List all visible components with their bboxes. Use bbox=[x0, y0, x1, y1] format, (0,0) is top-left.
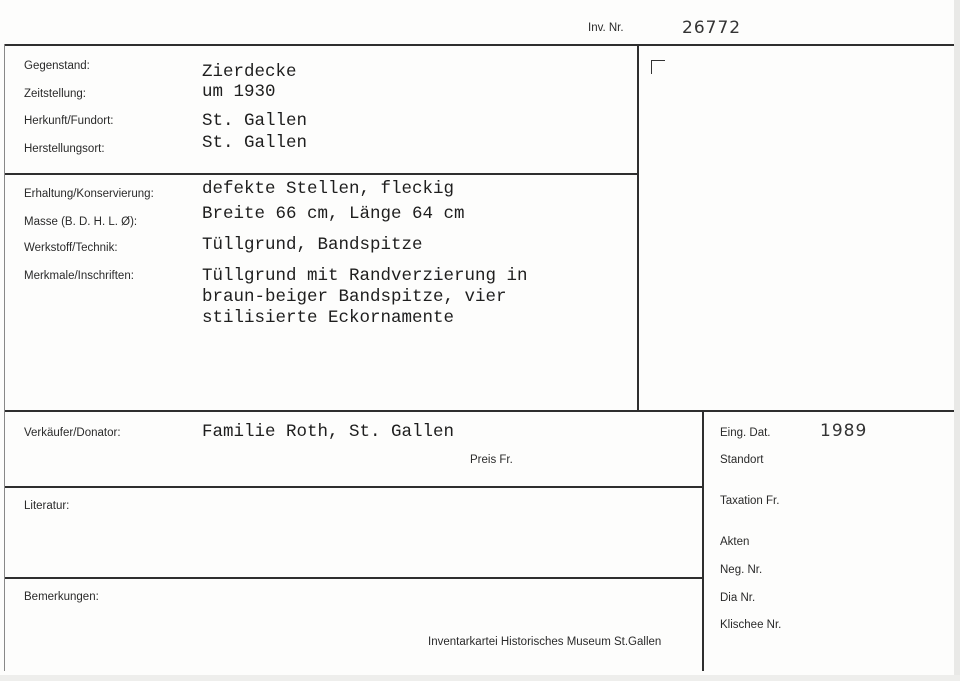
klischee-nr-label: Klischee Nr. bbox=[720, 619, 782, 631]
eing-dat-label: Eing. Dat. bbox=[720, 427, 771, 439]
erhaltung-value: defekte Stellen, fleckig bbox=[202, 179, 455, 199]
photo-corner-mark bbox=[651, 60, 665, 74]
divider-literatur bbox=[4, 577, 703, 579]
herstellungsort-label: Herstellungsort: bbox=[24, 143, 105, 155]
eing-dat-value: 1989 bbox=[820, 421, 868, 441]
footer-institution: Inventarkartei Historisches Museum St.Gallen bbox=[428, 636, 662, 648]
card-edge-right bbox=[954, 0, 960, 681]
herkunft-label: Herkunft/Fundort: bbox=[24, 115, 114, 127]
herkunft-value: St. Gallen bbox=[202, 111, 308, 131]
verkaeufer-value: Familie Roth, St. Gallen bbox=[202, 422, 455, 442]
herstellungsort-value: St. Gallen bbox=[202, 133, 308, 153]
divider-left bbox=[4, 44, 5, 671]
merkmale-line: braun-beiger Bandspitze, vier bbox=[202, 287, 507, 307]
dia-nr-label: Dia Nr. bbox=[720, 592, 756, 604]
divider-acquisition bbox=[4, 486, 703, 488]
merkmale-label: Merkmale/Inschriften: bbox=[24, 270, 134, 282]
divider-top bbox=[4, 44, 956, 46]
preis-label: Preis Fr. bbox=[470, 454, 513, 466]
divider-image-area bbox=[637, 44, 639, 411]
zeitstellung-value: um 1930 bbox=[202, 82, 276, 102]
literatur-label: Literatur: bbox=[24, 500, 70, 512]
masse-label: Masse (B. D. H. L. Ø): bbox=[24, 216, 138, 228]
merkmale-line: stilisierte Eckornamente bbox=[202, 308, 455, 328]
standort-label: Standort bbox=[720, 454, 764, 466]
zeitstellung-label: Zeitstellung: bbox=[24, 88, 87, 100]
masse-value: Breite 66 cm, Länge 64 cm bbox=[202, 204, 465, 224]
gegenstand-label: Gegenstand: bbox=[24, 60, 90, 72]
werkstoff-value: Tüllgrund, Bandspitze bbox=[202, 235, 423, 255]
taxation-label: Taxation Fr. bbox=[720, 495, 780, 507]
akten-label: Akten bbox=[720, 536, 750, 548]
erhaltung-label: Erhaltung/Konservierung: bbox=[24, 188, 154, 200]
verkaeufer-label: Verkäufer/Donator: bbox=[24, 427, 121, 439]
divider-sidebar bbox=[702, 410, 704, 671]
bemerkungen-label: Bemerkungen: bbox=[24, 591, 99, 603]
gegenstand-value: Zierdecke bbox=[202, 62, 297, 82]
neg-nr-label: Neg. Nr. bbox=[720, 564, 763, 576]
werkstoff-label: Werkstoff/Technik: bbox=[24, 242, 118, 254]
divider-details bbox=[4, 410, 956, 412]
merkmale-line: Tüllgrund mit Randverzierung in bbox=[202, 266, 528, 286]
inv-nr-value: 26772 bbox=[682, 18, 742, 38]
divider-object bbox=[4, 173, 638, 175]
card-edge-bottom bbox=[0, 675, 960, 681]
inv-nr-label: Inv. Nr. bbox=[588, 22, 624, 34]
